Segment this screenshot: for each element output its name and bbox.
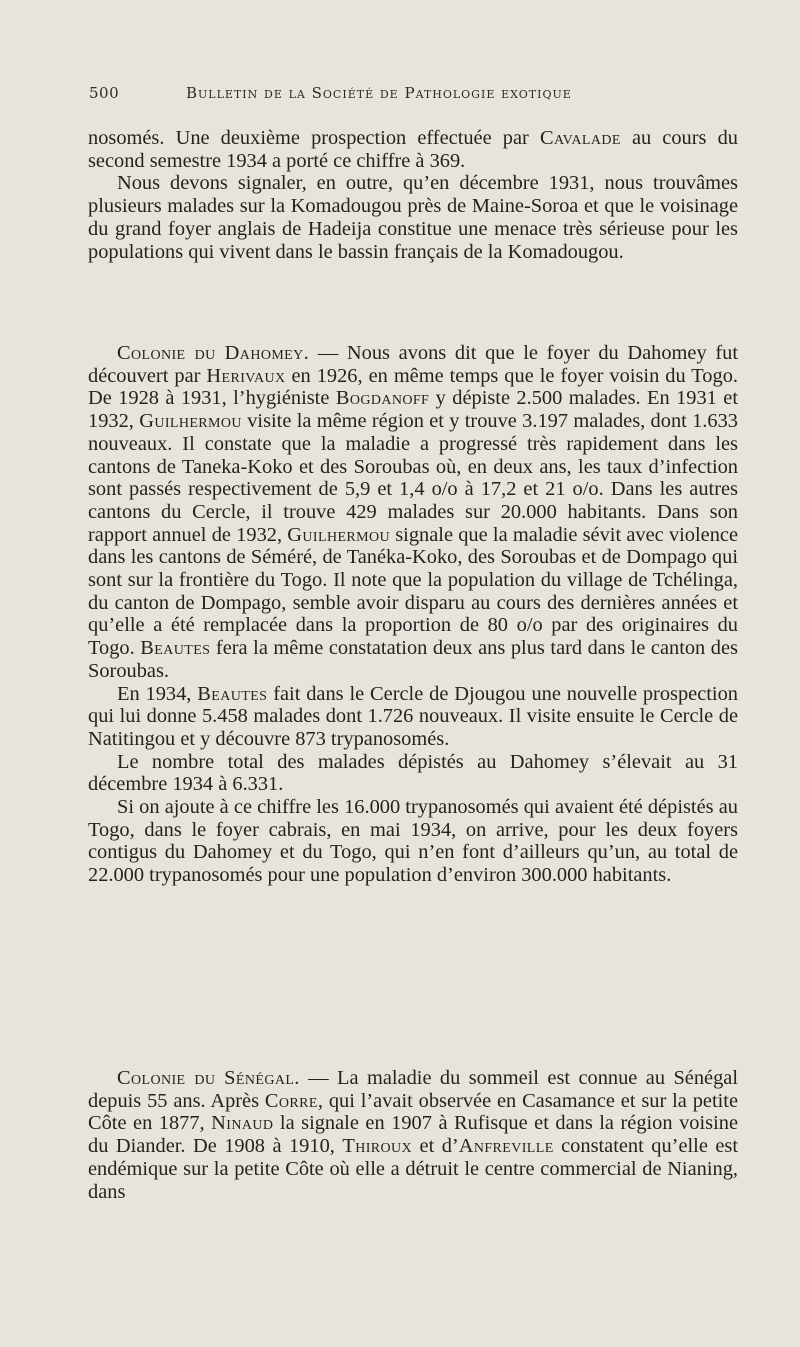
text-run: En 1934, <box>117 682 198 705</box>
author-name: Anfreville <box>458 1135 554 1158</box>
page-number: 500 <box>89 84 120 102</box>
paragraph <box>88 683 738 751</box>
intro-section <box>88 127 738 263</box>
author-name: Thiroux <box>342 1135 413 1158</box>
author-name: Cavalade <box>539 127 621 149</box>
section-heading: Colonie du Sénégal. <box>117 1067 300 1089</box>
paragraph: Nous devons signaler, en outre, qu’en décembre 1931, nous trouvâmes plusieurs malades sur la Komadougou près de Maine-Soroa et que le voisinage du grand foyer anglais de Hadeija constitue une menace très sérieuse pour les populations qui vivent dans le bassin français de la Komadougou. <box>88 172 738 263</box>
author-name: Ninaud <box>211 1112 274 1135</box>
text-run: , qui l’avait observée en Casamance et sur la petite Côte en 1877, <box>88 1089 738 1135</box>
text-run: signale que la maladie sévit avec violence dans les cantons de Séméré, de Tanéka-Koko, des Soroubas et de Dompago qui sont sur la frontière du Togo. Il note que la population du village de Tchélinga, du canton de Dompago, semble avoir disparu au cours des dernières années et qu’elle a été remplacée dans la proportion de 80 o/o par des originaires du Togo. <box>88 523 739 660</box>
text-run: en 1926, en même temps que le foyer voisin du Togo. De 1928 à 1931, l’hygiéniste <box>88 364 738 410</box>
paragraph <box>88 127 738 172</box>
paragraph: Le nombre total des malades dépistés au Dahomey s’élevait au 31 décembre 1934 à 6.331. <box>88 750 738 796</box>
paragraph <box>88 1067 738 1203</box>
journal-title: Bulletin de la Société de Pathologie exotique <box>186 84 572 102</box>
dahomey-section <box>88 342 738 887</box>
author-name: Beautes <box>140 637 211 660</box>
author-name: Guilhermou <box>287 523 391 546</box>
paragraph <box>88 342 738 683</box>
text-run: au cours du second semestre 1934 a porté ce chiffre à 369. <box>88 127 738 172</box>
text-run: et d’ <box>412 1135 459 1158</box>
text-run: — La maladie du sommeil est connue au Sénégal depuis 55 ans. Après <box>88 1067 738 1112</box>
paragraph: Si on ajoute à ce chiffre les 16.000 trypanosomés qui avaient été dépistés au Togo, dans le foyer cabrais, en mai 1934, on arrive, pour les deux foyers contigus du Dahomey et du Togo, qui n’en font d’ailleurs qu’un, au total de 22.000 trypanosomés pour une population d’environ 300.000 habitants. <box>88 796 738 887</box>
text-run: constatent qu’elle est endémique sur la petite Côte où elle a détruit le centre commercial de Nianing, dans <box>88 1135 738 1203</box>
text-run: fait dans le Cercle de Djougou une nouvelle prospection qui lui donne 5.458 malades dont 1.726 nouveaux. Il visite ensuite le Cercle de Natitingou et y découvre 873 trypanosomés. <box>88 682 738 750</box>
section-heading: Colonie du Dahomey. <box>117 342 310 364</box>
author-name: Beautes <box>197 682 268 705</box>
text-run: nosomés. Une deuxième prospection effectuée par <box>88 127 540 149</box>
text-run: — Nous avons dit que le foyer du Dahomey fut découvert par <box>88 342 738 387</box>
author-name: Guilhermou <box>139 410 242 433</box>
text-run: fera la même constatation deux ans plus tard dans le canton des Soroubas. <box>88 637 738 682</box>
text-run: la signale en 1907 à Rufisque et dans la région voisine du Diander. De 1908 à 1910, <box>88 1112 738 1158</box>
author-name: Herivaux <box>206 364 286 387</box>
text-run: visite la même région et y trouve 3.197 malades, dont 1.633 nouveaux. Il constate que la maladie a progressé très rapidement dans les cantons de Taneka-Koko et des Soroubas où, en deux ans, les taux d’infection sont passés respectivement de 5,9 et 1,4 o/o à 17,2 et 21 o/o. Dans les autres cantons du Cercle, il trouve 429 malades sur 20.000 habitants. Dans son rapport annuel de 1932, <box>88 410 738 546</box>
author-name: Bogdanoff <box>335 387 430 410</box>
text-run: y dépiste 2.500 malades. En 1931 et 1932, <box>88 387 738 433</box>
author-name: Corre <box>264 1089 318 1112</box>
senegal-section <box>88 1067 738 1203</box>
